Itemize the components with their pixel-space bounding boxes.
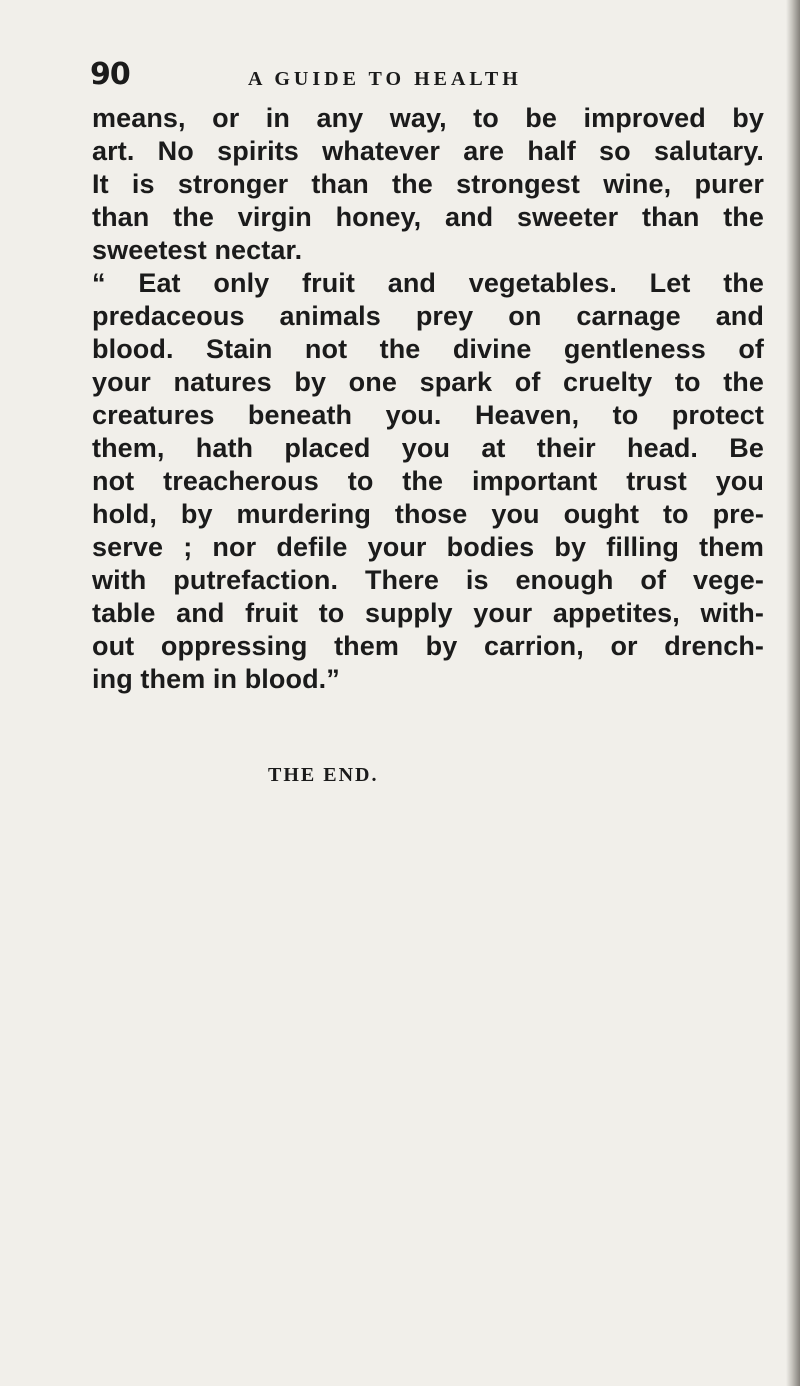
text-line: out oppressing them by carrion, or drench- xyxy=(92,631,764,661)
text-line: than the virgin honey, and sweeter than the xyxy=(92,202,764,232)
body-text xyxy=(92,102,764,696)
text-line: with putrefaction. There is enough of vege- xyxy=(92,565,764,595)
text-line: art. No spirits whatever are half so salutary. xyxy=(92,136,764,166)
running-title: A GUIDE TO HEALTH xyxy=(248,68,522,90)
text-line: predaceous animals prey on carnage and xyxy=(92,301,764,331)
page-edge-shadow xyxy=(786,0,800,1386)
text-line: them, hath placed you at their head. Be xyxy=(92,433,764,463)
text-line: “ Eat only fruit and vegetables. Let the xyxy=(92,268,764,298)
text-line: blood. Stain not the divine gentleness of xyxy=(92,334,764,364)
the-end-mark: THE END. xyxy=(268,764,379,786)
text-line: creatures beneath you. Heaven, to protect xyxy=(92,400,764,430)
text-line: your natures by one spark of cruelty to the xyxy=(92,367,764,397)
text-line: ing them in blood.” xyxy=(92,664,340,694)
page-header xyxy=(90,58,750,98)
text-line: sweetest nectar. xyxy=(92,235,303,265)
text-line: serve ; nor defile your bodies by filling them xyxy=(92,532,764,562)
page-number: 90 xyxy=(90,57,130,92)
text-line: means, or in any way, to be improved by xyxy=(92,103,764,133)
text-line: hold, by murdering those you ought to pre- xyxy=(92,499,764,529)
text-line: It is stronger than the strongest wine, purer xyxy=(92,169,764,199)
text-line: table and fruit to supply your appetites, with- xyxy=(92,598,764,628)
text-line: not treacherous to the important trust you xyxy=(92,466,764,496)
